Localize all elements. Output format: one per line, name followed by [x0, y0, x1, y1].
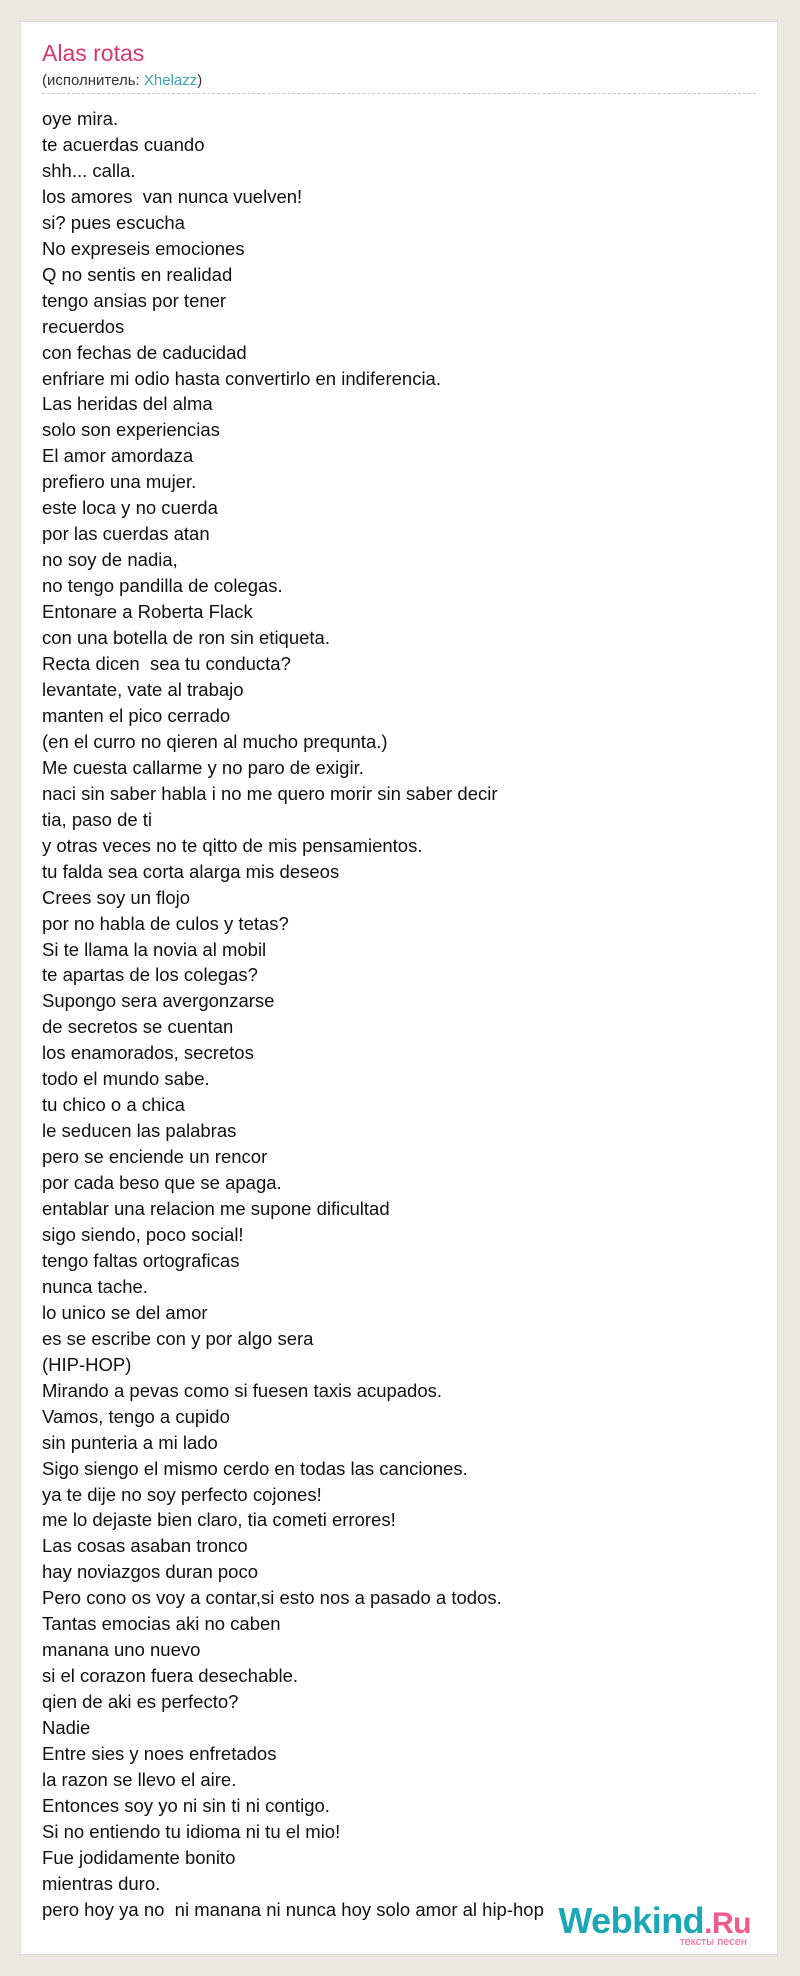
song-title: Alas rotas — [42, 40, 145, 66]
logo-tagline: тексты песен — [679, 1936, 747, 1948]
lyric-line: levantate, vate al trabajo — [42, 678, 244, 700]
lyric-line: naci sin saber habla i no me quero morir sin saber decir — [42, 782, 498, 804]
lyric-line: te acuerdas cuando — [42, 133, 205, 155]
lyric-line: no tengo pandilla de colegas. — [42, 575, 283, 597]
lyric-line: No expreseis emociones — [42, 237, 245, 259]
lyric-line: le seducen las palabras — [42, 1120, 237, 1142]
lyric-line: prefiero una mujer. — [42, 471, 197, 493]
title-divider — [42, 93, 756, 94]
lyric-line: Vamos, tengo a cupido — [42, 1405, 230, 1427]
lyric-line: no soy de nadia, — [42, 549, 178, 571]
lyric-line: Entonces soy yo ni sin ti ni contigo. — [42, 1794, 330, 1816]
lyric-line: pero hoy ya no ni manana ni nunca hoy solo amor al hip-hop — [42, 1898, 544, 1920]
lyric-line: con fechas de caducidad — [42, 341, 247, 363]
lyric-line: con una botella de ron sin etiqueta. — [42, 627, 330, 649]
lyric-line: El amor amordaza — [42, 445, 194, 467]
lyric-line: nunca tache. — [42, 1275, 148, 1297]
lyric-line: Entonare a Roberta Flack — [42, 601, 253, 623]
lyric-line: todo el mundo sabe. — [42, 1068, 210, 1090]
lyric-line: por no habla de culos y tetas? — [42, 912, 289, 934]
performer-suffix: ) — [197, 72, 203, 89]
lyric-line: Supongo sera avergonzarse — [42, 990, 275, 1012]
performer-line — [42, 73, 202, 88]
lyric-line: te apartas de los colegas? — [42, 964, 258, 986]
lyric-line: solo son experiencias — [42, 419, 220, 441]
lyric-line: tu chico o a chica — [42, 1094, 185, 1116]
lyric-line: por las cuerdas atan — [42, 523, 210, 545]
artist-link[interactable]: Xhelazz — [143, 72, 198, 89]
lyric-line: Si te llama la novia al mobil — [42, 938, 267, 960]
logo-tld: .Ru — [704, 1907, 751, 1940]
lyric-line: manten el pico cerrado — [42, 704, 231, 726]
lyric-line: entablar una relacion me supone dificultad — [42, 1198, 390, 1220]
lyric-line: tu falda sea corta alarga mis deseos — [42, 860, 340, 882]
lyric-line: tengo ansias por tener — [42, 289, 227, 311]
lyric-line: Pero cono os voy a contar,si esto nos a pasado a todos. — [42, 1587, 502, 1609]
lyric-line: recuerdos — [42, 315, 125, 337]
lyric-line: este loca y no cuerda — [42, 497, 218, 519]
lyric-line: Me cuesta callarme y no paro de exigir. — [42, 756, 364, 778]
lyric-line: es se escribe con y por algo sera — [42, 1327, 314, 1349]
lyric-line: qien de aki es perfecto? — [42, 1691, 239, 1713]
lyric-line: Q no sentis en realidad — [42, 263, 233, 285]
lyric-line: Fue jodidamente bonito — [42, 1846, 236, 1868]
webkind-logo — [558, 1900, 751, 1948]
lyric-line: Mirando a pevas como si fuesen taxis acupados. — [42, 1379, 443, 1401]
lyric-line: por cada beso que se apaga. — [42, 1172, 282, 1194]
lyric-line: hay noviazgos duran poco — [42, 1561, 258, 1583]
lyric-line: Recta dicen sea tu conducta? — [42, 653, 291, 675]
lyric-line: shh... calla. — [42, 159, 136, 181]
lyric-line: ya te dije no soy perfecto cojones! — [42, 1483, 322, 1505]
lyric-line: Si no entiendo tu idioma ni tu el mio! — [42, 1820, 341, 1842]
lyric-line: (en el curro no qieren al mucho prequnta.) — [42, 730, 388, 752]
lyric-line: enfriare mi odio hasta convertirlo en indiferencia. — [42, 367, 441, 389]
lyrics-card — [21, 22, 777, 1954]
lyric-line: Nadie — [42, 1717, 91, 1739]
lyric-line: Tantas emocias aki no caben — [42, 1613, 281, 1635]
lyric-line: pero se enciende un rencor — [42, 1146, 268, 1168]
lyric-line: los amores van nunca vuelven! — [42, 185, 303, 207]
performer-prefix: (исполнитель: — [42, 72, 144, 89]
lyric-line: me lo dejaste bien claro, tia cometi errores! — [42, 1509, 396, 1531]
lyric-line: Las cosas asaban tronco — [42, 1535, 248, 1557]
lyric-line: si el corazon fuera desechable. — [42, 1665, 299, 1687]
lyric-line: tia, paso de ti — [42, 808, 153, 830]
lyric-line: tengo faltas ortograficas — [42, 1249, 240, 1271]
lyric-line: manana uno nuevo — [42, 1639, 201, 1661]
logo-name: Webkind — [558, 1900, 705, 1941]
lyric-line: Entre sies y noes enfretados — [42, 1743, 277, 1765]
lyric-line: Sigo siengo el mismo cerdo en todas las canciones. — [42, 1457, 468, 1479]
lyric-line: y otras veces no te qitto de mis pensamientos. — [42, 834, 423, 856]
lyric-line: la razon se llevo el aire. — [42, 1769, 237, 1790]
lyric-line: (HIP-HOP) — [42, 1353, 132, 1375]
lyric-line: sigo siendo, poco social! — [42, 1223, 244, 1245]
lyrics-list — [42, 106, 544, 1923]
lyric-line: de secretos se cuentan — [42, 1016, 234, 1038]
lyric-line: si? pues escucha — [42, 211, 185, 233]
lyric-line: mientras duro. — [42, 1872, 161, 1894]
lyric-line: sin punteria a mi lado — [42, 1431, 218, 1453]
lyric-line: oye mira. — [42, 108, 119, 129]
lyric-line: los enamorados, secretos — [42, 1042, 254, 1064]
lyric-line: Crees soy un flojo — [42, 886, 191, 908]
lyric-line: lo unico se del amor — [42, 1301, 208, 1323]
lyric-line: Las heridas del alma — [42, 393, 213, 415]
